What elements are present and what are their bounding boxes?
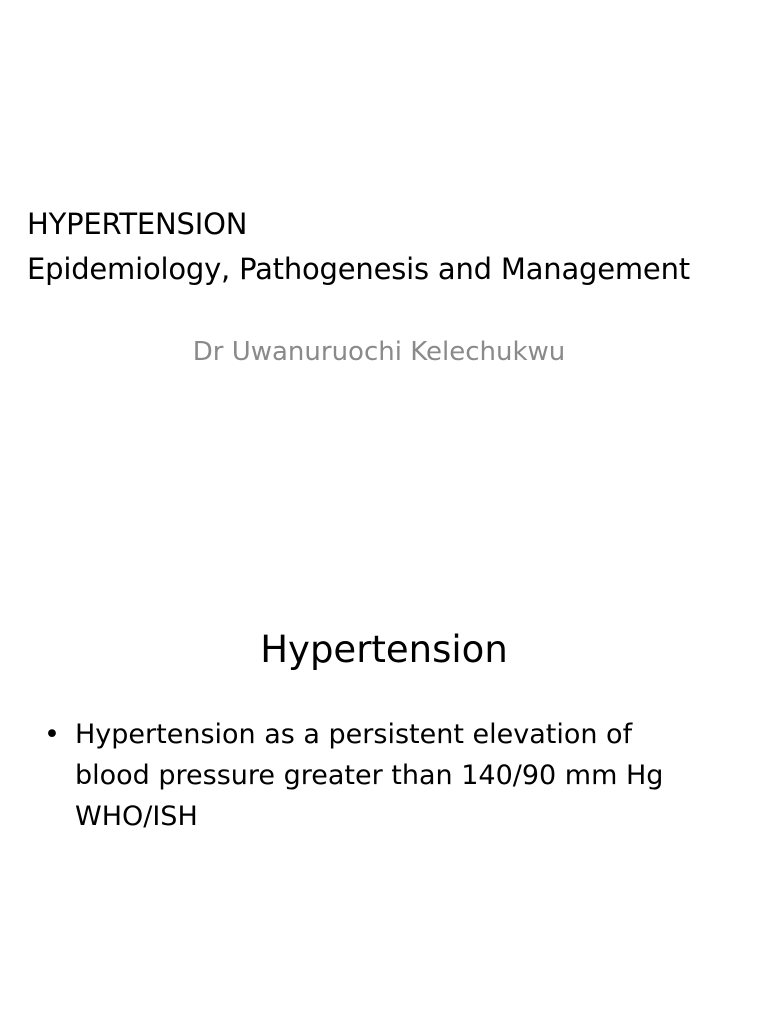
- slide-title: [27, 202, 747, 292]
- content-slide: [0, 512, 768, 1024]
- bullet-line: WHO/ISH: [75, 801, 198, 832]
- bullet-item: [44, 714, 734, 837]
- bullet-line: blood pressure greater than 140/90 mm Hg: [75, 760, 664, 791]
- bullet-list: [44, 714, 734, 837]
- bullet-line: Hypertension as a persistent elevation of: [75, 719, 633, 750]
- author-name: Dr Uwanuruochi Kelechukwu: [192, 337, 566, 367]
- bullet-marker: •: [44, 719, 60, 750]
- title-line-main: HYPERTENSION: [27, 207, 248, 241]
- title-line-subtitle: Epidemiology, Pathogenesis and Management: [27, 252, 690, 286]
- slide-heading: Hypertension: [260, 628, 508, 671]
